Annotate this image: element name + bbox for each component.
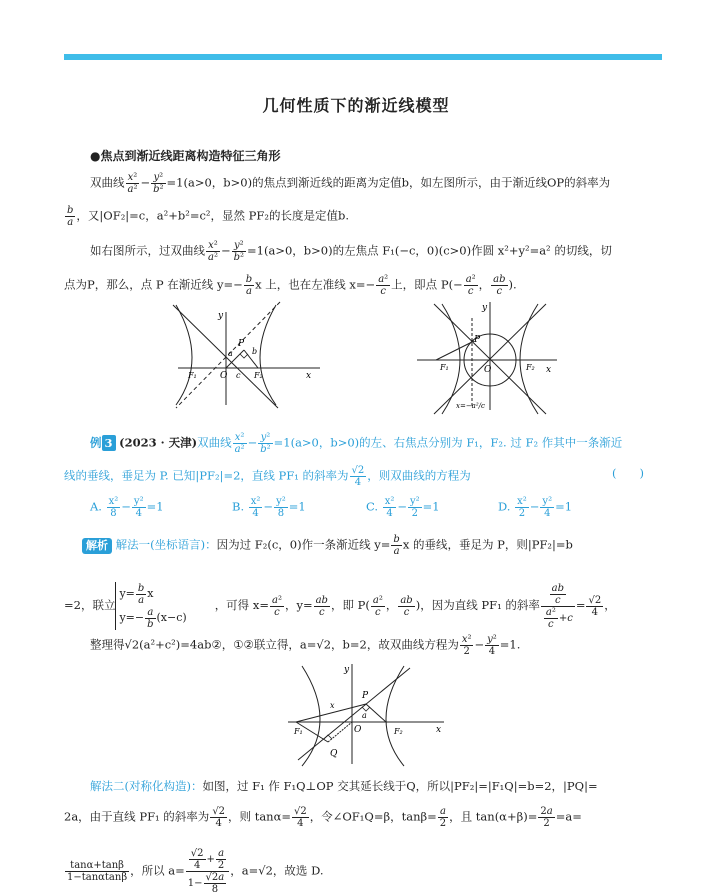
example-line1: 例 3 (2023 · 天津)双曲线 $\frac{\text{x²}}{\text{a²}}$ − $\frac{\text{y²}}{\text{b²}}$ =1(a>0，b>0)的左、右焦点分别为 F₁，F₂. 过 F₂ 作其中一条渐近 <box>90 432 623 455</box>
fig-right-f1: F₁ <box>440 363 449 372</box>
figure-right <box>412 298 562 416</box>
top-accent-bar <box>64 54 662 60</box>
fig-left-b: b <box>252 347 258 356</box>
fig-right-p: P <box>474 335 481 345</box>
fig-left-a: a <box>228 349 233 358</box>
analysis-line6: $\frac{\tan\alpha+\tan\beta}{1-\tan\alpha\tan\beta}$ ，所以 a= $\frac{√2}{4}$ + $\frac{a}{2}$ 1− $\frac{√2a}{8}$ ，a=√2，故选 D. <box>67 848 324 895</box>
fig-right-x: x <box>546 365 552 375</box>
fig-right-y: y <box>482 303 488 313</box>
fig-bottom-xlabel: x <box>330 701 335 710</box>
page-title: 几何性质下的渐近线模型 <box>262 96 450 115</box>
option-d[interactable]: D. $\frac{\text{x²}}{2}$ − $\frac{\text{y²}}{4}$ =1 <box>498 496 573 519</box>
fig-left-x: x <box>306 371 312 381</box>
fig-bottom-f1: F₁ <box>294 727 303 736</box>
fig-bottom-o: O <box>354 725 362 735</box>
analysis-line4: 解法二(对称化构造)：如图，过 F₁ 作 F₁Q⊥OP 交其延长线于Q，所以|PF₂|=|F₁Q|=b=2，|PQ|= <box>90 779 598 793</box>
analysis-line2: =2，联立 y= $\frac{b}{a}$ x y=− $\frac{a}{b}$ (x−c) ，可得 x= $\frac{\text{a²}}{c}$ ，y= $\frac{ab}{c}$ ，即 P( $\frac{\text{a²}}{c}$ ， $\frac{ab}{c}$ )，因为直线 PF₁ 的斜率 $\frac{ab}{c}$ $\frac{\text{a²}}{c}$ +c = $\frac{√2}{4}$ ， <box>64 582 616 630</box>
example-paren: ( ) <box>612 466 644 480</box>
para2-line1: 如右图所示，过双曲线 $\frac{\text{x²}}{\text{a²}}$ − $\frac{\text{y²}}{\text{b²}}$ =1(a>0，b>0)的左焦点 F₁(−c，0)(c>0)作圆 x²+y²=a² 的切线，切 <box>90 240 612 263</box>
para1-line1: 双曲线 $\frac{\text{x²}}{\text{a²}}$ − $\frac{\text{y²}}{\text{b²}}$ =1(a>0，b>0)的焦点到渐近线的距离为定值b，如左图所示，由于渐近线OP的斜率为 <box>90 172 611 195</box>
fig-bottom-q: Q <box>330 749 338 759</box>
fig-bottom-a: a <box>362 711 367 720</box>
fig-left-f2: F₂ <box>254 371 263 380</box>
fig-bottom-x: x <box>436 725 442 735</box>
fig-bottom-y: y <box>344 665 350 675</box>
fig-left-y: y <box>218 311 224 321</box>
example-line2: 线的垂线，垂足为 P. 已知|PF₂|=2，直线 PF₁ 的斜率为 $\frac{√2}{4}$ ，则双曲线的方程为 <box>64 465 471 488</box>
fig-left-f1: F₁ <box>188 371 197 380</box>
fig-left-c: c <box>236 371 241 380</box>
analysis-line5: 2a，由于直线 PF₁ 的斜率为 $\frac{√2}{4}$ ，则 tanα= $\frac{√2}{4}$ ，令∠OF₁Q=β，tanβ= $\frac{a}{2}$ ，且 tan(α+β)= $\frac{2a}{2}$ =a= <box>64 806 582 829</box>
analysis-tag: 解析 <box>82 538 112 554</box>
figure-bottom <box>282 660 450 768</box>
fig-bottom-p: P <box>362 691 369 701</box>
analysis-line1: 解析 解法一(坐标语言)：因为过 F₂(c，0)作一条渐近线 y= $\frac{b}{a}$ x 的垂线，垂足为 P，则|PF₂|=b <box>82 534 573 557</box>
para1-line2: $\frac{b}{a}$ ，又|OF₂|=c，a²+b²=c²，显然 PF₂的长度是定值b. <box>67 205 350 228</box>
fig-left-p: P <box>238 339 245 349</box>
option-c[interactable]: C. $\frac{\text{x²}}{4}$ − $\frac{\text{y²}}{2}$ =1 <box>366 496 440 519</box>
option-b[interactable]: B. $\frac{\text{x²}}{4}$ − $\frac{\text{y²}}{8}$ =1 <box>232 496 306 519</box>
analysis-line3: 整理得√2(a²+c²)=4ab②，①②联立得，a=√2，b=2，故双曲线方程为 $\frac{\text{x²}}{2}$ − $\frac{\text{y²}}{4}$ =1. <box>90 634 521 657</box>
fig-right-directrix: x=−a²/c <box>456 402 485 410</box>
fig-bottom-f2: F₂ <box>394 727 403 736</box>
para2-line2: 点为P，那么，点 P 在渐近线 y=− $\frac{b}{a}$ x 上，也在左准线 x=− $\frac{\text{a²}}{c}$ 上，即点 P(− $\frac{\text{a²}}{c}$ ， $\frac{ab}{c}$ ). <box>64 274 517 297</box>
fig-right-o: O <box>484 365 492 375</box>
figure-left <box>168 300 328 410</box>
section-heading: ●焦点到渐近线距离构造特征三角形 <box>90 149 281 163</box>
option-a[interactable]: A. $\frac{\text{x²}}{8}$ − $\frac{\text{y²}}{4}$ =1 <box>90 496 164 519</box>
fig-right-f2: F₂ <box>526 363 535 372</box>
fig-left-o: O <box>220 371 228 381</box>
